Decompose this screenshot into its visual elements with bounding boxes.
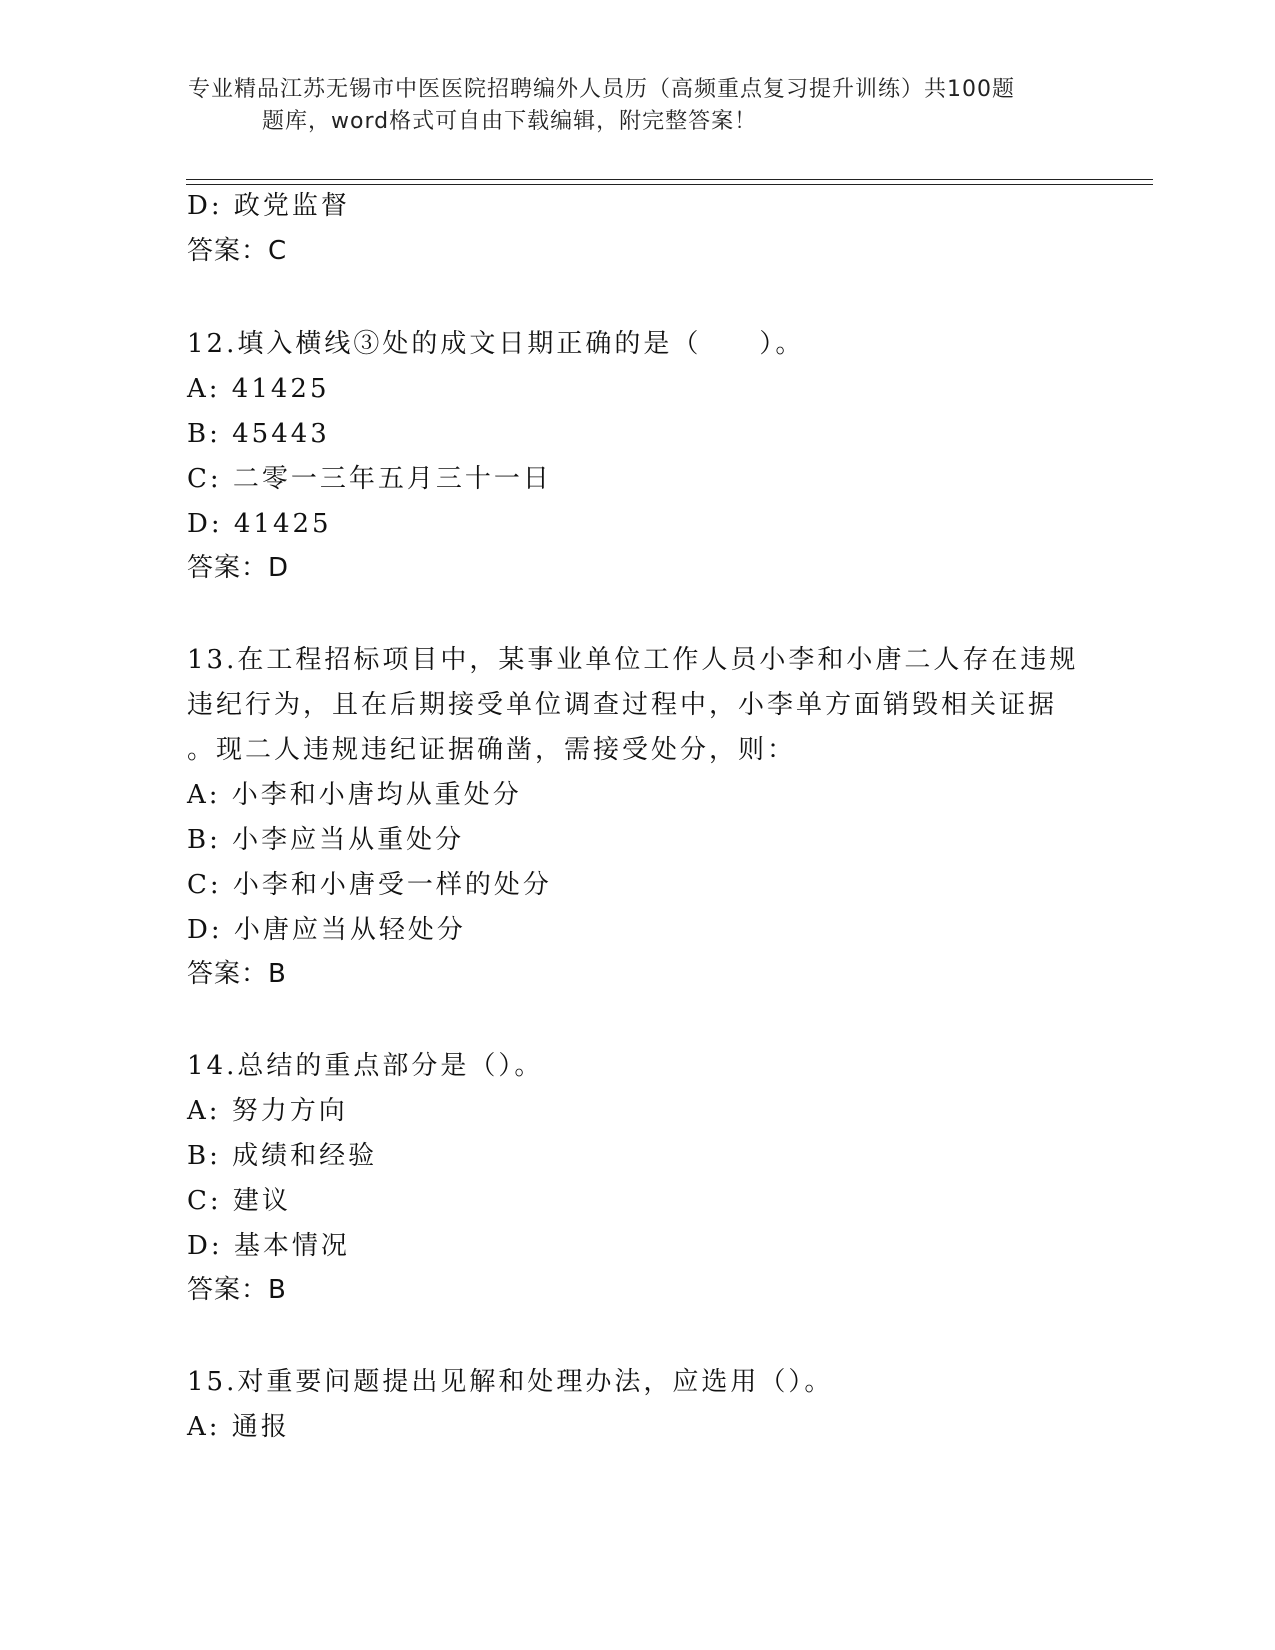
q15-option-a: A: 通报 [187, 1412, 290, 1442]
q14-option-a: A: 努力方向 [187, 1096, 348, 1126]
q13-stem-line3: 。现二人违规违纪证据确凿，需接受处分，则： [187, 735, 797, 765]
q12-stem: 12.填入横线③处的成文日期正确的是（ ）。 [187, 329, 805, 359]
q13-answer: 答案：B [187, 959, 287, 989]
prev-option-d: D: 政党监督 [187, 191, 350, 221]
q14-answer: 答案：B [187, 1275, 287, 1305]
q12-option-b: B: 45443 [187, 419, 330, 449]
q13-option-c: C: 小李和小唐受一样的处分 [187, 870, 552, 900]
q13-option-d: D: 小唐应当从轻处分 [187, 915, 466, 945]
q14-option-c: C: 建议 [187, 1186, 291, 1216]
q12-option-a: A: 41425 [187, 374, 330, 404]
header-title-line2: 题库，word格式可自由下载编辑，附完整答案！ [262, 109, 758, 134]
q15-stem: 15.对重要问题提出见解和处理办法，应选用（）。 [187, 1367, 834, 1397]
q14-option-b: B: 成绩和经验 [187, 1141, 378, 1171]
q12-option-c: C: 二零一三年五月三十一日 [187, 464, 552, 494]
q13-option-a: A: 小李和小唐均从重处分 [187, 780, 522, 810]
prev-answer: 答案：C [187, 236, 288, 266]
header-title-line1: 专业精品江苏无锡市中医医院招聘编外人员历（高频重点复习提升训练）共100题 [188, 77, 1015, 102]
q13-stem-line2: 违纪行为，且在后期接受单位调查过程中，小李单方面销毁相关证据 [187, 690, 1058, 720]
q14-stem: 14.总结的重点部分是（）。 [187, 1051, 544, 1081]
document-header [188, 74, 1088, 138]
header-divider-bottom [186, 184, 1153, 185]
q14-option-d: D: 基本情况 [187, 1231, 350, 1261]
q12-answer: 答案：D [187, 553, 290, 583]
q12-option-d: D: 41425 [187, 509, 332, 539]
q13-stem-line1: 13.在工程招标项目中，某事业单位工作人员小李和小唐二人存在违规 [187, 645, 1079, 675]
q13-option-b: B: 小李应当从重处分 [187, 825, 465, 855]
header-divider-top [186, 179, 1153, 180]
